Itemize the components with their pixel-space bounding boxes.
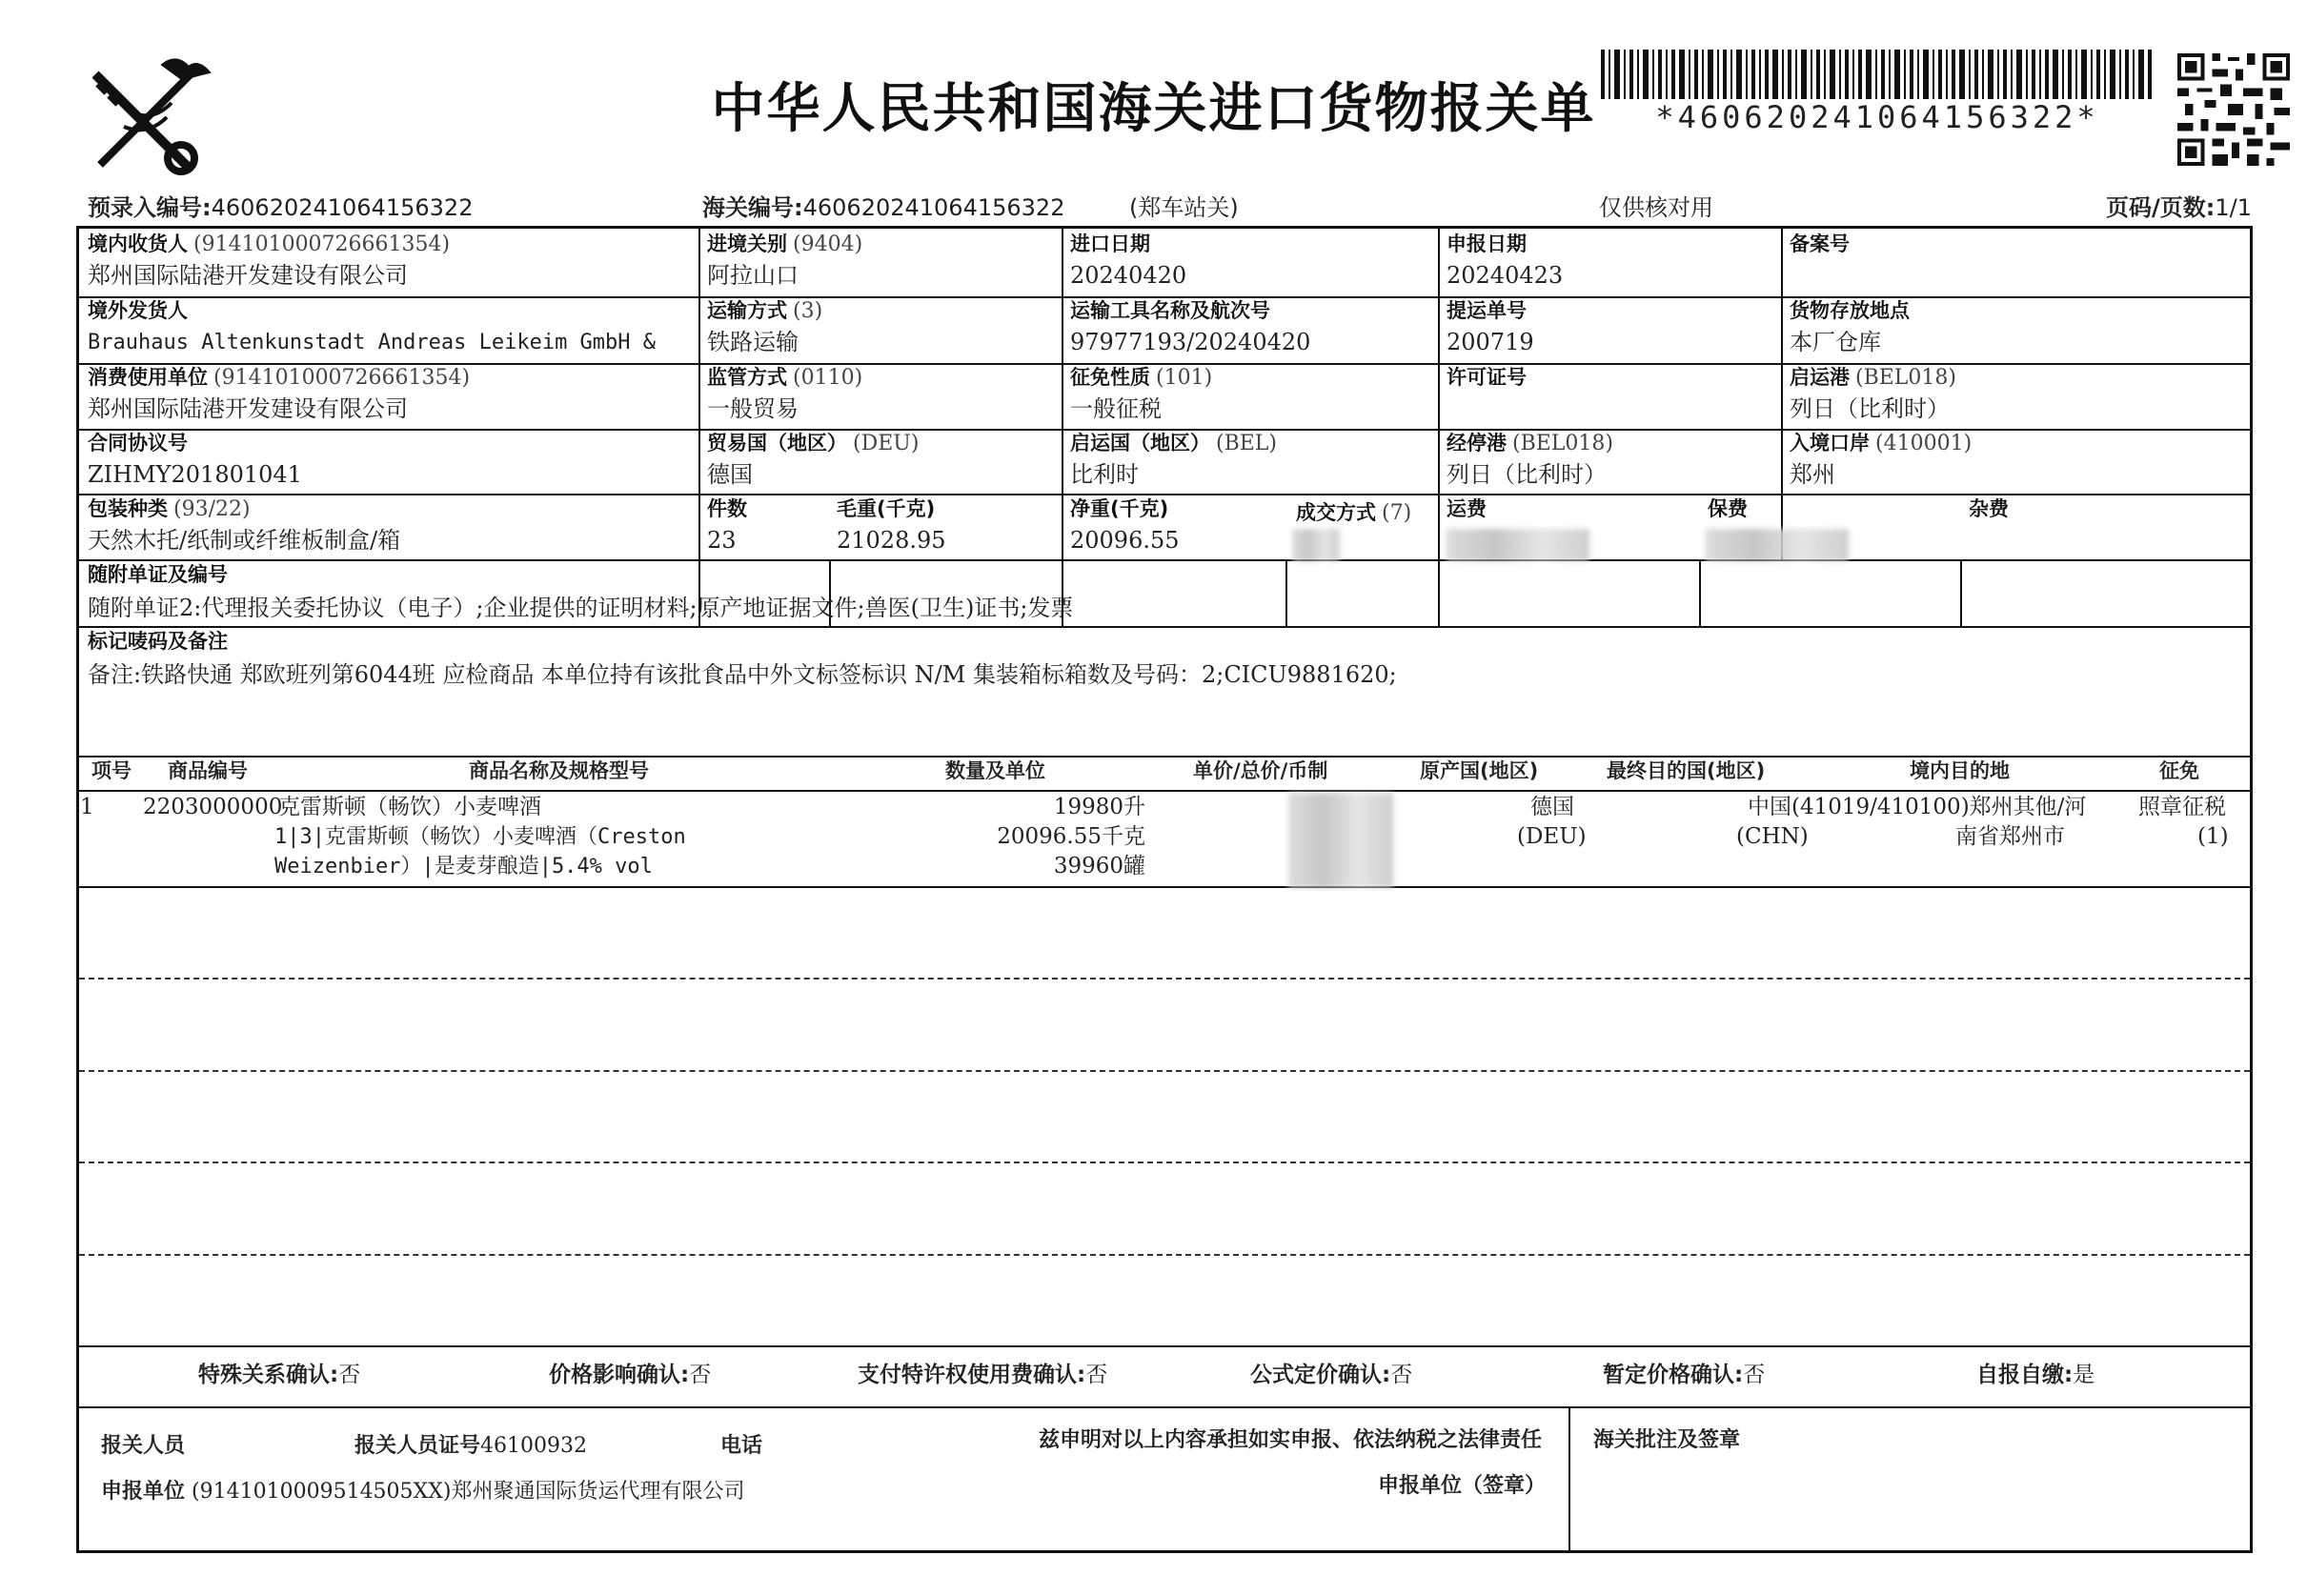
goods-qty-kg: 20096.55千克 [997, 824, 1145, 849]
net-weight: 净重(千克) 20096.55 [1070, 497, 1180, 554]
col-name-spec: 商品名称及规格型号 [469, 759, 649, 782]
departure-country: 启运国（地区） (BEL) 比利时 [1070, 432, 1278, 488]
col-exemption: 征免 [2159, 759, 2199, 782]
entry-port: 进境关别 (9404) 阿拉山口 [707, 232, 863, 289]
levy-nature: 征免性质 (101) 一般征税 [1070, 366, 1213, 422]
goods-qty-liters: 19980升 [1053, 795, 1145, 819]
redacted-insurance [1706, 529, 1849, 561]
goods-item-no: 1 [80, 795, 94, 819]
goods-name-line3: Weizenbier）|是麦芽酿造|5.4% vol [274, 855, 653, 879]
entry-point: 入境口岸 (410001) 郑州 [1790, 432, 1973, 488]
page-indicator: 页码/页数:1/1 [2106, 194, 2252, 221]
declarant-person-label: 报关人员 [101, 1434, 186, 1458]
confirm-special-relationship: 特殊关系确认:否 [198, 1363, 361, 1387]
barcode-number: *460620241064156322* [1655, 99, 2099, 135]
col-origin: 原产国(地区) [1420, 759, 1539, 782]
phone-label: 电话 [720, 1434, 763, 1458]
customs-approval-label: 海关批注及签章 [1593, 1428, 1741, 1452]
transit-port: 经停港 (BEL018) 列日（比利时） [1447, 432, 1613, 488]
barcode-icon [1601, 50, 2154, 99]
redacted-price [1288, 793, 1393, 888]
record-number: 备案号 [1790, 232, 1850, 255]
customs-station: (郑车站关) [1129, 194, 1239, 221]
goods-name-line2: 1|3|克雷斯顿（畅饮）小麦啤酒（Creston [274, 825, 686, 849]
declare-date: 申报日期 20240423 [1447, 232, 1564, 289]
goods-exemption-line1: 照章征税 [2138, 795, 2226, 819]
contract-number: 合同协议号 ZIHMY201801041 [88, 432, 302, 488]
storage-location: 货物存放地点 本厂仓库 [1790, 299, 1910, 355]
confirm-price-influence: 价格影响确认:否 [549, 1363, 712, 1387]
declarant-cert: 报关人员证号46100932 [354, 1434, 587, 1458]
goods-dest-code: (CHN) [1736, 824, 1809, 849]
redacted-transaction-mode [1292, 529, 1340, 561]
declarant-seal-label: 申报单位（签章） [1378, 1474, 1547, 1498]
col-price: 单价/总价/币制 [1193, 759, 1328, 782]
col-quantity: 数量及单位 [945, 759, 1045, 782]
freight: 运费 [1447, 497, 1487, 520]
license-number: 许可证号 [1447, 366, 1527, 389]
goods-origin-code: (DEU) [1517, 824, 1587, 849]
col-domestic-dest: 境内目的地 [1910, 759, 2010, 782]
transaction-mode: 成交方式 (7) [1296, 501, 1412, 525]
verify-note: 仅供核对用 [1599, 194, 1713, 221]
confirm-formula-pricing: 公式定价确认:否 [1250, 1363, 1413, 1387]
transport-mode: 运输方式 (3) 铁路运输 [707, 299, 823, 355]
redacted-freight [1447, 529, 1589, 561]
col-hs-code: 商品编号 [168, 759, 248, 782]
goods-exemption-line2: (1) [2197, 824, 2229, 849]
package-count: 件数 23 [707, 497, 747, 554]
goods-dest-name: 中国 [1748, 795, 1791, 819]
import-date: 进口日期 20240420 [1070, 232, 1187, 289]
trade-country: 贸易国（地区） (DEU) 德国 [707, 432, 920, 488]
marks-remarks: 标记唛码及备注 备注:铁路快通 郑欧班列第6044班 应检商品 本单位持有该批食品中外文标签标识 N/M 集装箱标箱数及号码：2;CICU9881620; [88, 630, 1397, 688]
supervision-mode: 监管方式 (0110) 一般贸易 [707, 366, 863, 422]
declarant-unit: 申报单位 (9141010009514505XX)郑州聚通国际货运代理有限公司 [101, 1480, 745, 1504]
domestic-consignee: 境内收货人 (91410100072​6661354) 郑州国际陆港开发建设有限公司 [88, 232, 451, 289]
qr-code-icon [2177, 53, 2290, 166]
consumer-unit: 消费使用单位 (914101000726661354) 郑州国际陆港开发建设有限公司 [88, 366, 471, 422]
confirm-royalty: 支付特许权使用费确认:否 [858, 1363, 1108, 1387]
form-title: 中华人民共和国海关进口货物报关单 [711, 78, 1596, 140]
confirm-self-declare: 自报自缴:是 [1976, 1363, 2095, 1387]
goods-name-line1: 克雷斯顿（畅饮）小麦啤酒 [278, 795, 541, 819]
package-type: 包装种类 (93/22) 天然木托/纸制或纤维板制盒/箱 [88, 497, 401, 554]
overseas-consignor: 境外发货人 Brauhaus Altenkunstadt Andreas Leikeim GmbH & [88, 299, 657, 354]
goods-domestic-dest-line2: 南省郑州市 [1955, 824, 2065, 849]
goods-hs-code: 2203000000 [143, 795, 283, 819]
confirm-provisional-price: 暂定价格确认:否 [1603, 1363, 1766, 1387]
conveyance-voyage: 运输工具名称及航次号 97977193/20240420 [1070, 299, 1311, 355]
misc-fee: 杂费 [1969, 497, 2009, 520]
departure-port: 启运港 (BEL018) 列日（比利时） [1790, 366, 1956, 422]
pre-entry-number: 预录入编号:460620241064156322 [88, 194, 474, 221]
attached-documents: 随附单证及编号 随附单证2:代理报关委托协议（电子）;企业提供的证明材料;原产地证据文件;兽医(卫生)证书;发票 [88, 563, 1074, 621]
insurance: 保费 [1708, 497, 1748, 520]
goods-origin-name: 德国 [1530, 795, 1574, 819]
gross-weight: 毛重(千克) 21028.95 [837, 497, 946, 554]
customs-number: 海关编号:460620241064156322 [702, 194, 1065, 221]
col-item-no: 项号 [91, 759, 132, 782]
legal-statement: 兹申明对以上内容承担如实申报、依法纳税之法律责任 [1039, 1428, 1543, 1452]
col-destination: 最终目的国(地区) [1607, 759, 1766, 782]
goods-qty-cans: 39960罐 [1053, 854, 1145, 879]
goods-domestic-dest-line1: (41019/410100)郑州其他/河 [1791, 795, 2087, 819]
bill-of-lading: 提运单号 200719 [1447, 299, 1534, 355]
